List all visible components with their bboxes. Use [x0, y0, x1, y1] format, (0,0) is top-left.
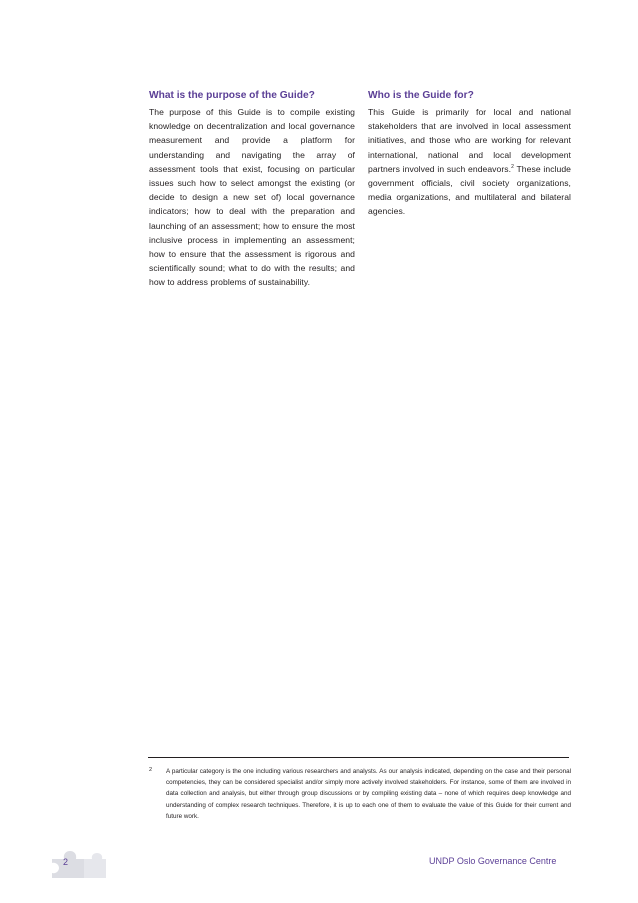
audience-text-part1: This Guide is primarily for local and national stakeholders that are involved in local assessment initiatives, and those who are working for relevant international, national and local development partners involved in such endeavors. [368, 107, 571, 174]
footnote-divider [148, 757, 569, 758]
footer-organization: UNDP Oslo Governance Centre [429, 856, 557, 866]
audience-text-part2: These include government officials, civil society organizations, media organizations, and multilateral and bilateral agencies. [368, 163, 571, 217]
footnote-reference: 2 [511, 163, 514, 170]
puzzle-piece-icon [48, 847, 108, 880]
page-number: 2 [63, 857, 69, 867]
purpose-heading: What is the purpose of the Guide? [149, 90, 315, 101]
audience-section [368, 89, 571, 219]
purpose-section [149, 89, 355, 290]
audience-paragraph [368, 105, 571, 219]
audience-heading: Who is the Guide for? [368, 90, 474, 101]
footnote-text: A particular category is the one including various researchers and analysts. As our analysis indicated, depending on the case and their personal competencies, they can be considered specialist and/or simply more actively involved stakeholders. For instance, some of them are involved in data collection and analysis, but either through group discussions or by compiling existing data – none of which requires deep knowledge and understanding of complex research techniques. Therefore, it is up to each one of them to evaluate the value of this Guide for their current and future work. [166, 768, 571, 820]
purpose-paragraph: The purpose of this Guide is to compile existing knowledge on decentralization and local governance measurement and provide a platform for understanding and navigating the array of assessment tools that exist, focusing on particular issues such how to select amongst the existing (or decide to design a new set of) local governance indicators; how to deal with the preparation and launching of an assessment; how to ensure the most inclusive process in implementing an assessment; how to ensure that the assessment is rigorous and scientifically sound; what to do with the results; and how to address problems of sustainability. [149, 107, 355, 288]
footnote-number: 2 [149, 767, 153, 773]
